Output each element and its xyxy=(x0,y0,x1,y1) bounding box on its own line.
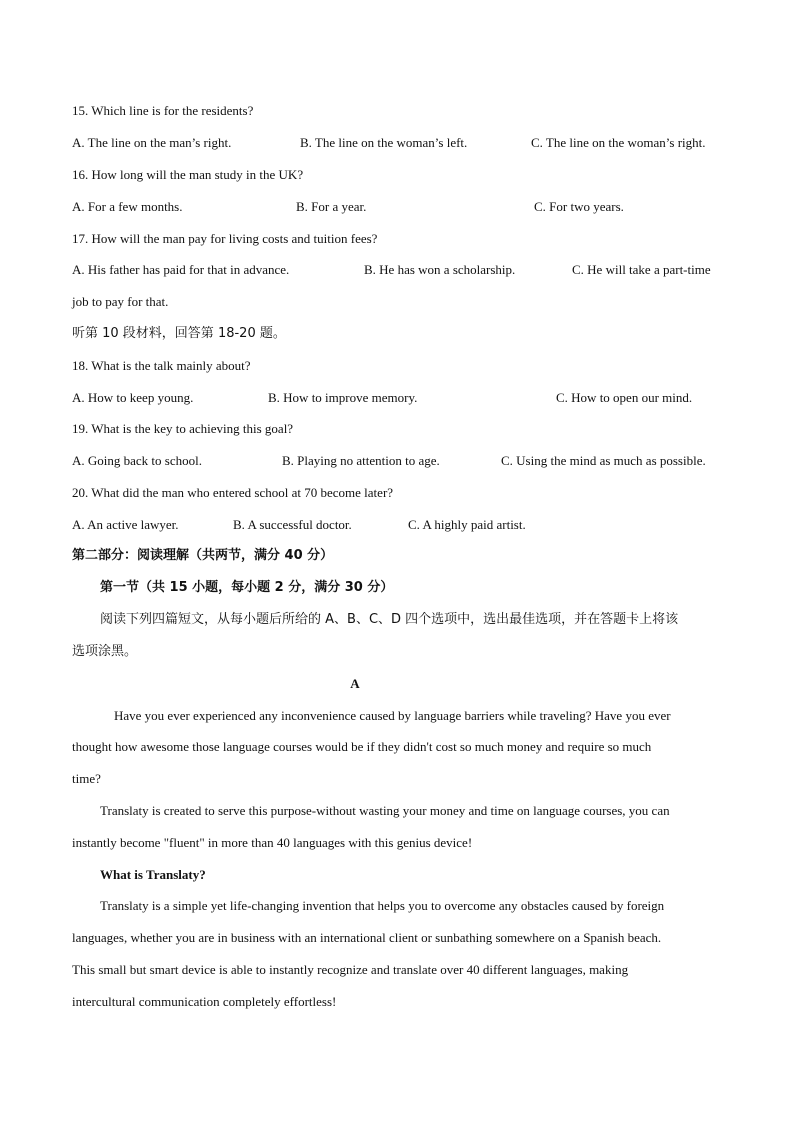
q17-option-c: C. He will take a part-time xyxy=(572,262,711,277)
passage-p1-line-3: time? xyxy=(72,771,101,786)
q15-option-b: B. The line on the woman’s left. xyxy=(300,135,468,150)
question-17: 17. How will the man pay for living costs and tuition fees? xyxy=(72,231,378,246)
listening-section-10-heading: 听第 10 段材料，回答第 18-20 题。 xyxy=(72,326,286,341)
question-18: 18. What is the talk mainly about? xyxy=(72,358,251,373)
question-19: 19. What is the key to achieving this goal? xyxy=(72,421,294,436)
q15-option-a: A. The line on the man’s right. xyxy=(72,135,232,150)
q19-option-a: A. Going back to school. xyxy=(72,453,202,468)
passage-p1-line-2: thought how awesome those language courses would be if they didn't cost so much money and require so much xyxy=(72,739,652,754)
q20-option-a: A. An active lawyer. xyxy=(72,517,179,532)
q17-option-a: A. His father has paid for that in advance. xyxy=(72,262,290,277)
reading-part-title: 第二部分：阅读理解（共两节，满分 40 分） xyxy=(72,548,334,563)
question-16: 16. How long will the man study in the UK? xyxy=(72,167,304,182)
question-15: 15. Which line is for the residents? xyxy=(72,103,254,118)
q16-option-a: A. For a few months. xyxy=(72,199,183,214)
passage-p3-line-1: Translaty is a simple yet life-changing invention that helps you to overcome any obstacles caused by foreign xyxy=(100,898,665,913)
q18-option-b: B. How to improve memory. xyxy=(268,390,418,405)
reading-section-title: 第一节（共 15 小题，每小题 2 分，满分 30 分） xyxy=(100,580,394,595)
passage-p2-line-1: Translaty is created to serve this purpose-without wasting your money and time on language courses, you can xyxy=(100,803,670,818)
q18-option-a: A. How to keep young. xyxy=(72,390,194,405)
passage-p2-line-2: instantly become "fluent" in more than 40 languages with this genius device! xyxy=(72,835,473,850)
q19-option-c: C. Using the mind as much as possible. xyxy=(501,453,706,468)
question-20: 20. What did the man who entered school at 70 become later? xyxy=(72,485,394,500)
passage-p3-line-3: This small but smart device is able to instantly recognize and translate over 40 different languages, making xyxy=(72,962,629,977)
passage-subheading: What is Translaty? xyxy=(100,867,206,882)
q16-option-b: B. For a year. xyxy=(296,199,367,214)
passage-p3-line-2: languages, whether you are in business with an international client or sunbathing somewhere on a Spanish beach. xyxy=(72,930,662,945)
q20-option-b: B. A successful doctor. xyxy=(233,517,352,532)
q18-option-c: C. How to open our mind. xyxy=(556,390,693,405)
passage-p1-line-1: Have you ever experienced any inconvenience caused by language barriers while traveling? Have you ever xyxy=(114,708,671,723)
q17-option-c-continued: job to pay for that. xyxy=(72,294,169,309)
passage-label: A xyxy=(350,676,360,691)
q19-option-b: B. Playing no attention to age. xyxy=(282,453,440,468)
q17-option-b: B. He has won a scholarship. xyxy=(364,262,516,277)
passage-p3-line-4: intercultural communication completely effortless! xyxy=(72,994,337,1009)
q15-option-c: C. The line on the woman’s right. xyxy=(531,135,706,150)
reading-instruction-line-2: 选项涂黑。 xyxy=(72,644,138,659)
q20-option-c: C. A highly paid artist. xyxy=(408,517,526,532)
q16-option-c: C. For two years. xyxy=(534,199,624,214)
reading-instruction-line-1: 阅读下列四篇短文，从每小题后所给的 A、B、C、D 四个选项中，选出最佳选项，并在答题卡上将该 xyxy=(100,612,679,627)
